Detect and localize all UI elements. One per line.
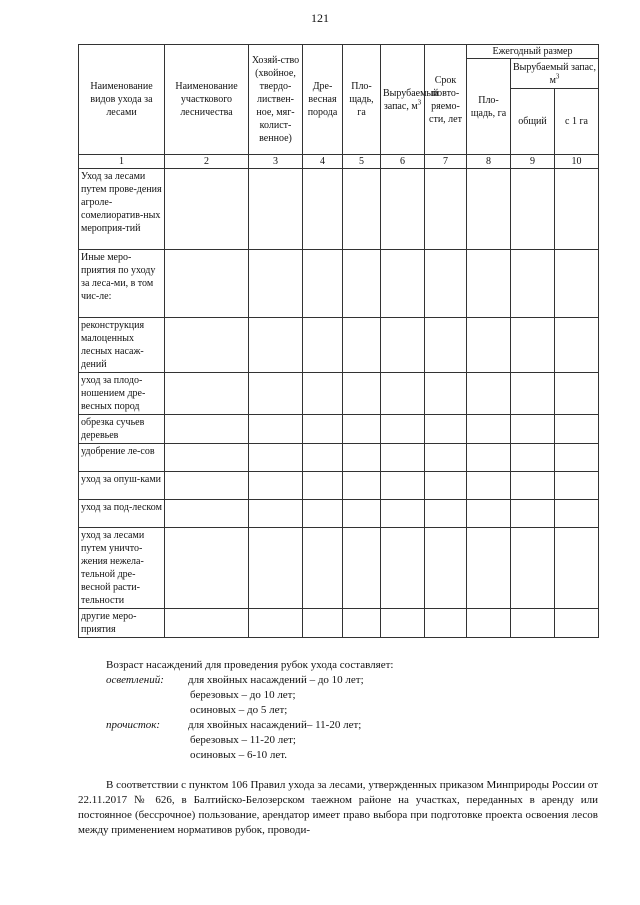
header-district: Наименование участкового лесничества [165, 45, 249, 155]
row-label: уход за под-леском [79, 500, 165, 528]
column-number: 7 [425, 155, 467, 169]
forest-care-table [78, 44, 599, 638]
age-intro: Возраст насаждений для проведения рубок ухода составляет: [106, 659, 394, 671]
header-period: Срок повто-ряемо-сти, лет [425, 45, 467, 155]
osvetleniy-line-2: березовых – до 10 лет; [190, 689, 296, 701]
prochistok-line-3: осиновых – 6-10 лет. [190, 749, 288, 761]
row-label: уход за опуш-ками [79, 472, 165, 500]
row-label: Уход за лесами путем прове-дения агроле-сомелиоратив-ных мероприя-тий [79, 169, 165, 250]
table-row [79, 528, 599, 609]
header-volume: Вырубаемый запас, $м^3$ [381, 45, 425, 155]
table-row [79, 169, 599, 250]
column-number-row [79, 155, 599, 169]
prochistok-line-2: березовых – 11-20 лет; [190, 734, 296, 746]
row-label: удобрение ле-сов [79, 444, 165, 472]
column-number: 6 [381, 155, 425, 169]
row-label: уход за лесами путем уничто-жения нежела-тельной дре-весной расти-тельности [79, 528, 165, 609]
prochistok-label: прочисток: [106, 719, 161, 731]
table-row [79, 415, 599, 444]
age-section [78, 658, 598, 763]
header-annual-size: Ежегодный размер [467, 45, 599, 59]
prochistok-line-1: для хвойных насаждений– 11-20 лет; [188, 719, 362, 731]
page-number: 121 [311, 11, 329, 25]
table-row [79, 250, 599, 318]
table-row [79, 500, 599, 528]
header-total: общий [511, 89, 555, 155]
table-row [79, 609, 599, 638]
header-species: Дре-весная порода [303, 45, 343, 155]
row-label: реконструкция малоценных лесных насаж-дений [79, 318, 165, 373]
osvetleniy-line-1: для хвойных насаждений – до 10 лет; [188, 674, 364, 686]
table-row [79, 444, 599, 472]
column-number: 4 [303, 155, 343, 169]
row-label: уход за плодо-ношением дре-весных пород [79, 373, 165, 415]
row-label: Иные меро-приятия по уходу за леса-ми, в том чис-ле: [79, 250, 165, 318]
table-row [79, 318, 599, 373]
osvetleniy-line-3: осиновых – до 5 лет; [190, 704, 288, 716]
row-label: обрезка сучьев деревьев [79, 415, 165, 444]
column-number: 10 [555, 155, 599, 169]
column-number: 2 [165, 155, 249, 169]
table-row [79, 472, 599, 500]
header-per-ha: с 1 га [555, 89, 599, 155]
header-farm: Хозяй-ство (хвойное, твердо-листвен-ное, мяг-колист-венное) [249, 45, 303, 155]
column-number: 3 [249, 155, 303, 169]
column-number: 9 [511, 155, 555, 169]
header-annual-area: Пло-щадь, га [467, 59, 511, 155]
column-number: 5 [343, 155, 381, 169]
column-number: 8 [467, 155, 511, 169]
column-number: 1 [79, 155, 165, 169]
osvetleniy-label: осветлений: [106, 674, 164, 686]
body-paragraph: В соответствии с пунктом 106 Правил ухода за лесами, утвержденных приказом Минприроды России от 22.11.2017 № 626, в Балтийско-Белозерском таежном районе на участках, переданных в аренду или постоянное (бессрочное) пользование, арендатор имеет право выбора при подготовке проекта освоения лесов между применением нормативов рубок, проводи- [78, 779, 598, 836]
row-label: другие меро-приятия [79, 609, 165, 638]
header-care-type: Наименование видов ухода за лесами [79, 45, 165, 155]
header-area: Пло-щадь, га [343, 45, 381, 155]
header-annual-volume: Вырубаемый запас, $м^3$ [511, 59, 599, 89]
table-row [79, 373, 599, 415]
